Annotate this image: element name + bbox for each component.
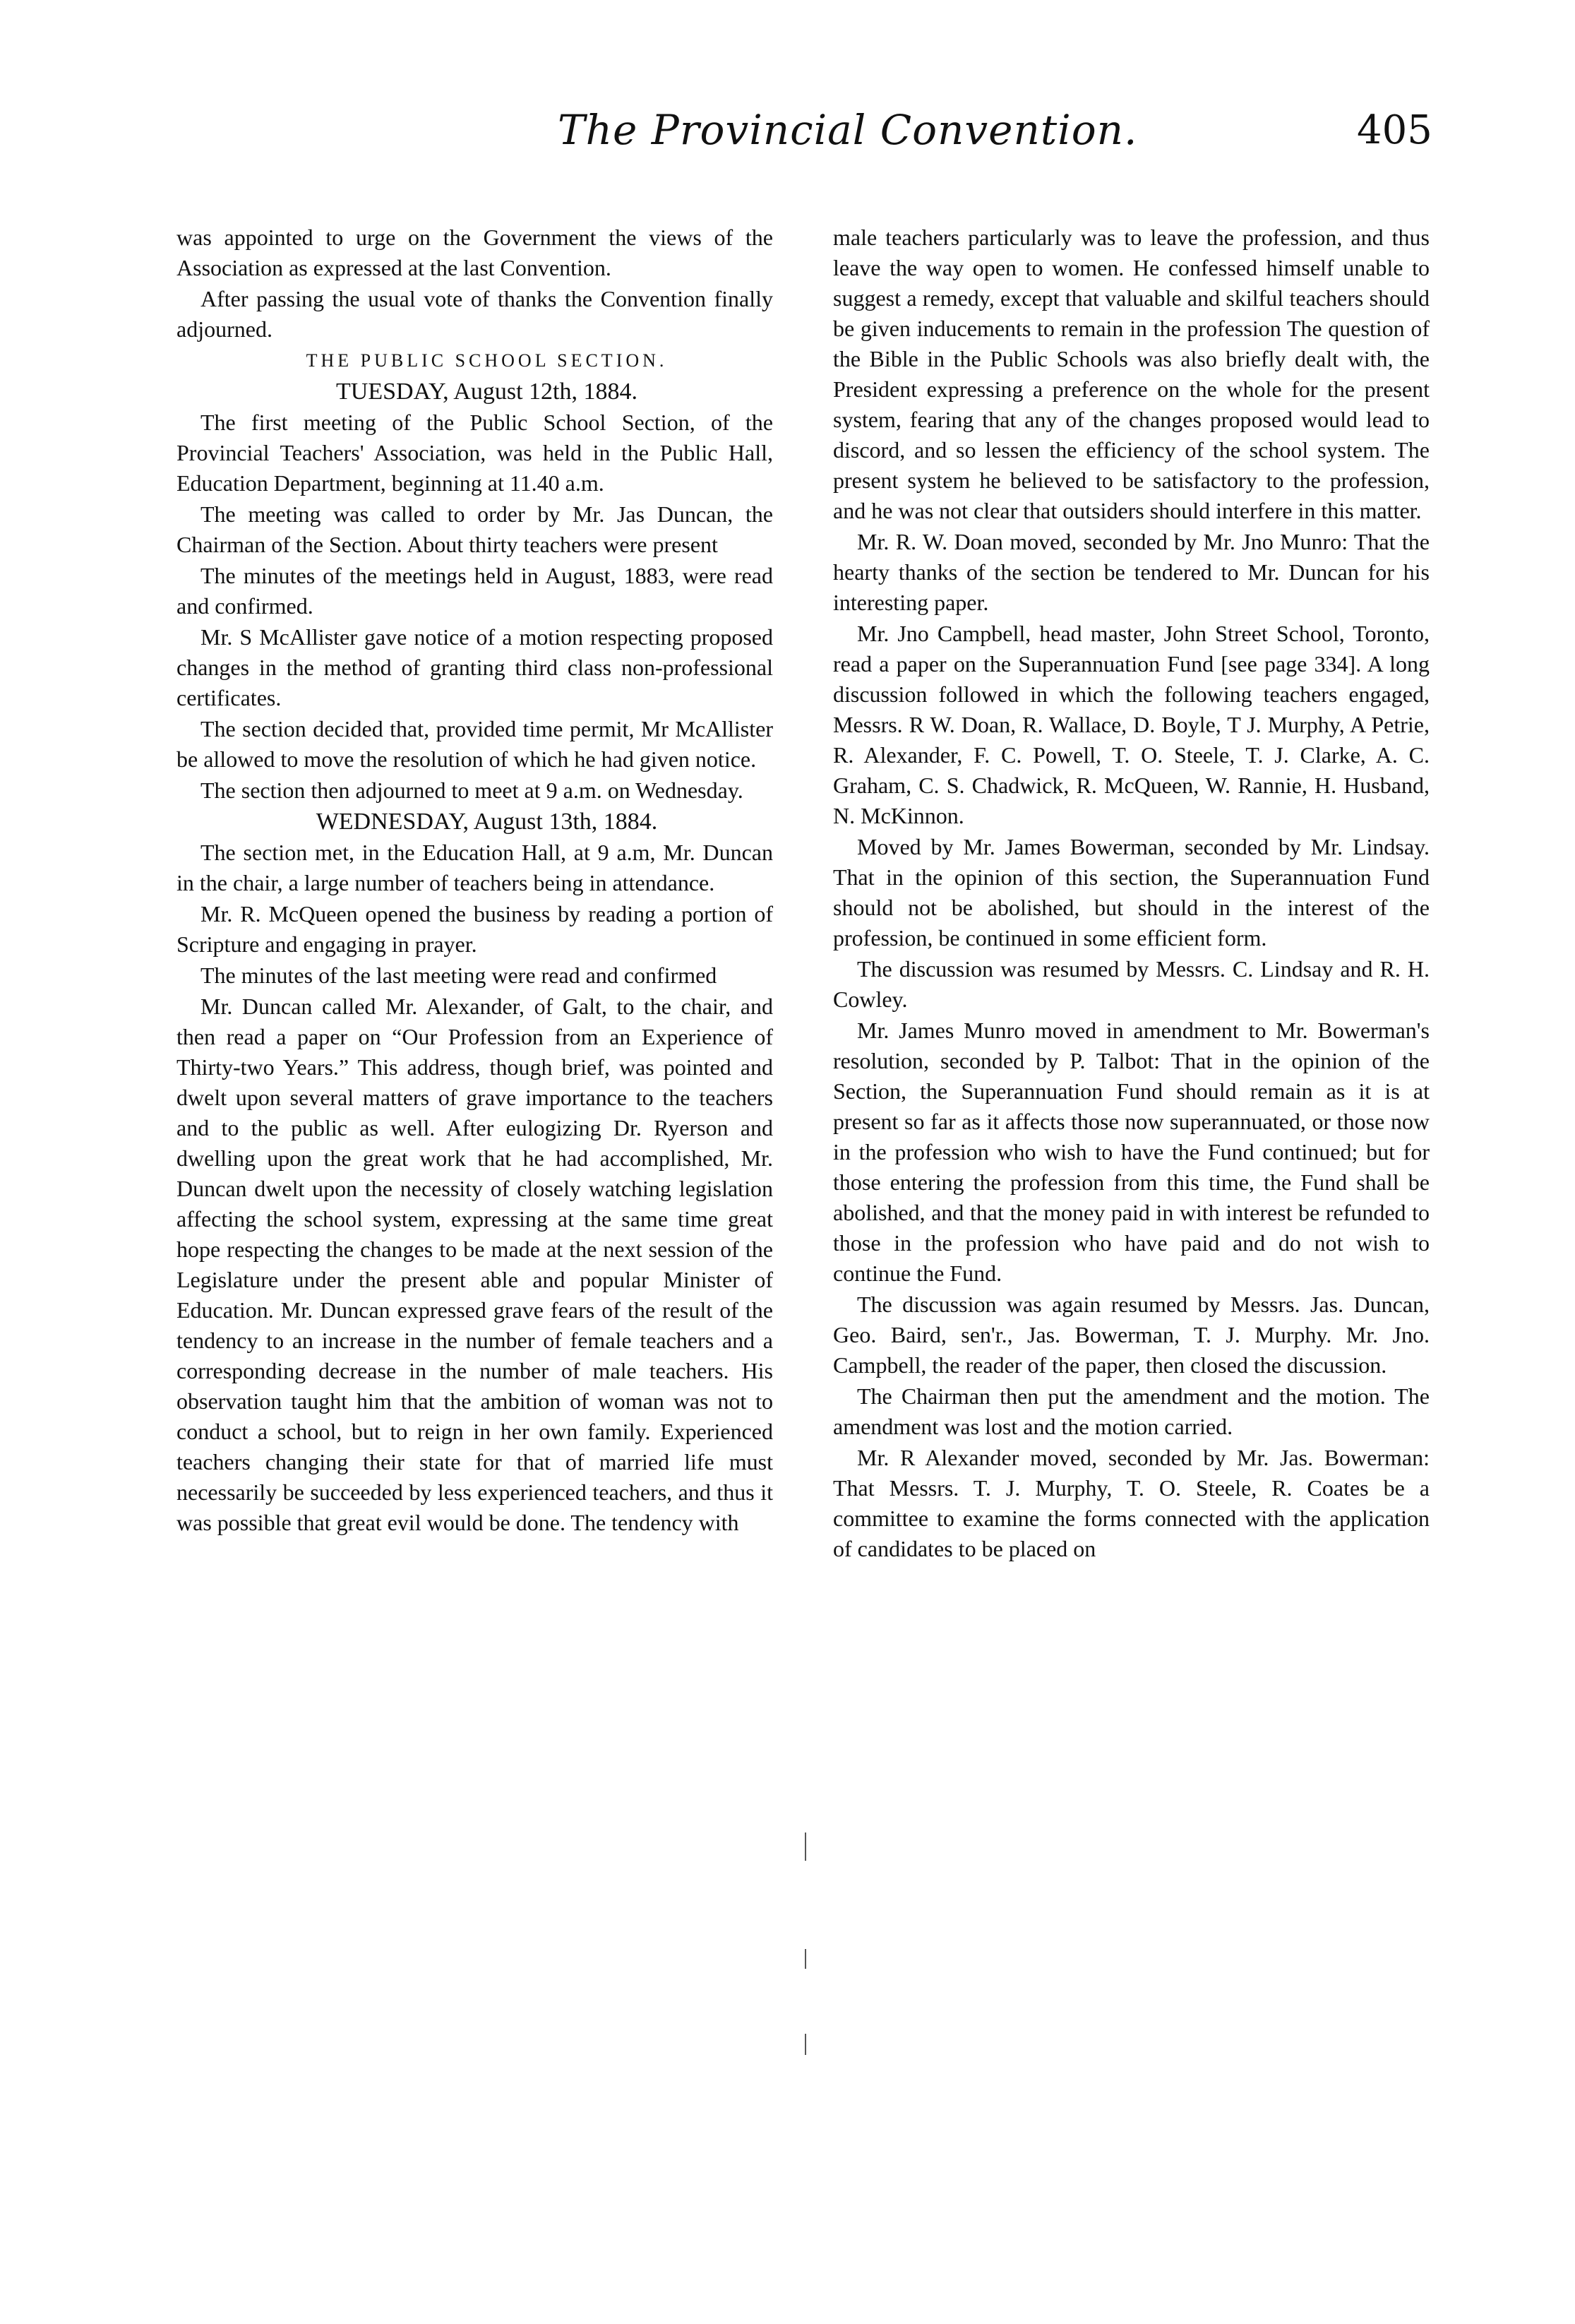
paragraph: Moved by Mr. James Bowerman, seconded by Mr. Lindsay. That in the opinion of this section, the Superannuation Fund should not be abolished, but should in the interest of the profession, be continued in some efficient form. <box>833 834 1430 951</box>
date-heading-tuesday: TUESDAY, August 12th, 1884. <box>336 379 637 405</box>
date-heading-wednesday: WEDNESDAY, August 13th, 1884. <box>316 809 658 835</box>
paragraph: Mr. James Munro moved in amendment to Mr. Bowerman's resolution, seconded by P. Talbot: That in the opinion of the Section, the Superannuation Fund should remain as it is at present so far as it affects those now superannuated, or those now in the profession who wish to have the Fund continued; but for those entering the profession from this time, the Fund shall be abolished, and that the money paid in with interest be refunded to those in the profession who have paid and do not wish to continue the Fund. <box>833 1018 1430 1286</box>
paragraph: Mr. R. W. Doan moved, seconded by Mr. Jno Munro: That the hearty thanks of the section be tendered to Mr. Duncan for his interesting paper. <box>833 529 1430 615</box>
column-divider-mark <box>805 1949 806 1969</box>
column-divider-mark <box>805 2034 806 2055</box>
paragraph: The section decided that, provided time permit, Mr McAllister be allowed to move the resolution of which he had given notice. <box>176 716 773 772</box>
running-head <box>0 106 1575 162</box>
section-title: THE PUBLIC SCHOOL SECTION. <box>306 350 668 371</box>
paragraph: The section then adjourned to meet at 9 a.m. on Wednesday. <box>200 777 743 803</box>
paragraph: was appointed to urge on the Government the views of the Association as expressed at the last Convention. <box>176 225 773 280</box>
paragraph: The Chairman then put the amendment and the motion. The amendment was lost and the motion carried. <box>833 1383 1430 1439</box>
paragraph: The discussion was again resumed by Messrs. Jas. Duncan, Geo. Baird, sen'r., Jas. Bowerman, T. J. Murphy. Mr. Jno. Campbell, the reader of the paper, then closed the discussion. <box>833 1292 1430 1378</box>
paragraph: Mr. S McAllister gave notice of a motion respecting proposed changes in the method of granting third class non-professional certificates. <box>176 624 773 710</box>
paragraph: Mr. Duncan called Mr. Alexander, of Galt, to the chair, and then read a paper on “Our Profession from an Experience of Thirty-two Years.” This address, though brief, was pointed and dwelt upon several matters of grave importance to the teachers and to the public as well. After eulogizing Dr. Ryerson and dwelling upon the great work that he had accomplished, Mr. Duncan dwelt upon the necessity of closely watching legislation affecting the school system, expressing at the same time great hope respecting the changes to be made at the next session of the Legislature under the present able and popular Minister of Education. Mr. Duncan expressed grave fears of the result of the tendency to an increase in the number of female teachers and a corresponding decrease in the number of male teachers. His observation taught him that the ambition of woman was not to conduct a school, but to reign in her own family. Experienced teachers changing their state for that of married life must necessarily be succeeded by less experienced teachers, and thus it was possible that great evil would be done. The tendency with <box>176 994 773 1535</box>
paragraph: The minutes of the meetings held in August, 1883, were read and confirmed. <box>176 563 773 619</box>
right-column <box>833 222 1430 1565</box>
paragraph: The discussion was resumed by Messrs. C. Lindsay and R. H. Cowley. <box>833 956 1430 1012</box>
paragraph: The minutes of the last meeting were read and confirmed <box>200 963 717 988</box>
paragraph: Mr. R Alexander moved, seconded by Mr. Jas. Bowerman: That Messrs. T. J. Murphy, T. O. Steele, R. Coates be a committee to examine the forms connected with the application of candidates to be placed on <box>833 1445 1430 1561</box>
page-number: 405 <box>1357 107 1432 153</box>
column-divider-mark <box>805 1833 806 1861</box>
left-column <box>176 222 773 1539</box>
paragraph: Mr. R. McQueen opened the business by reading a portion of Scripture and engaging in prayer. <box>176 901 773 957</box>
paragraph: After passing the usual vote of thanks the Convention finally adjourned. <box>176 286 773 342</box>
paragraph: The meeting was called to order by Mr. Jas Duncan, the Chairman of the Section. About thirty teachers were present <box>176 501 773 557</box>
paragraph: The first meeting of the Public School Section, of the Provincial Teachers' Association, was held in the Public Hall, Education Department, beginning at 11.40 a.m. <box>176 410 773 496</box>
running-title: The Provincial Convention. <box>558 106 1138 154</box>
paragraph: male teachers particularly was to leave the profession, and thus leave the way open to women. He confessed himself unable to suggest a remedy, except that valuable and skilful teachers should be given inducements to remain in the profession The question of the Bible in the Public Schools was also briefly dealt with, the President expressing a preference on the whole for the present system, fearing that any of the changes proposed would lead to discord, and so lessen the efficiency of the school system. The present system he believed to be satisfactory to the profession, and he was not clear that outsiders should interfere in this matter. <box>833 225 1430 523</box>
paragraph: The section met, in the Education Hall, at 9 a.m, Mr. Duncan in the chair, a large number of teachers being in attendance. <box>176 840 773 895</box>
paragraph: Mr. Jno Campbell, head master, John Street School, Toronto, read a paper on the Superannuation Fund [see page 334]. A long discussion followed in which the following teachers engaged, Messrs. R W. Doan, R. Wallace, D. Boyle, T J. Murphy, A Petrie, R. Alexander, F. C. Powell, T. O. Steele, T. J. Clarke, A. C. Graham, C. S. Chadwick, R. McQueen, W. Rannie, H. Husband, N. McKinnon. <box>833 621 1430 828</box>
